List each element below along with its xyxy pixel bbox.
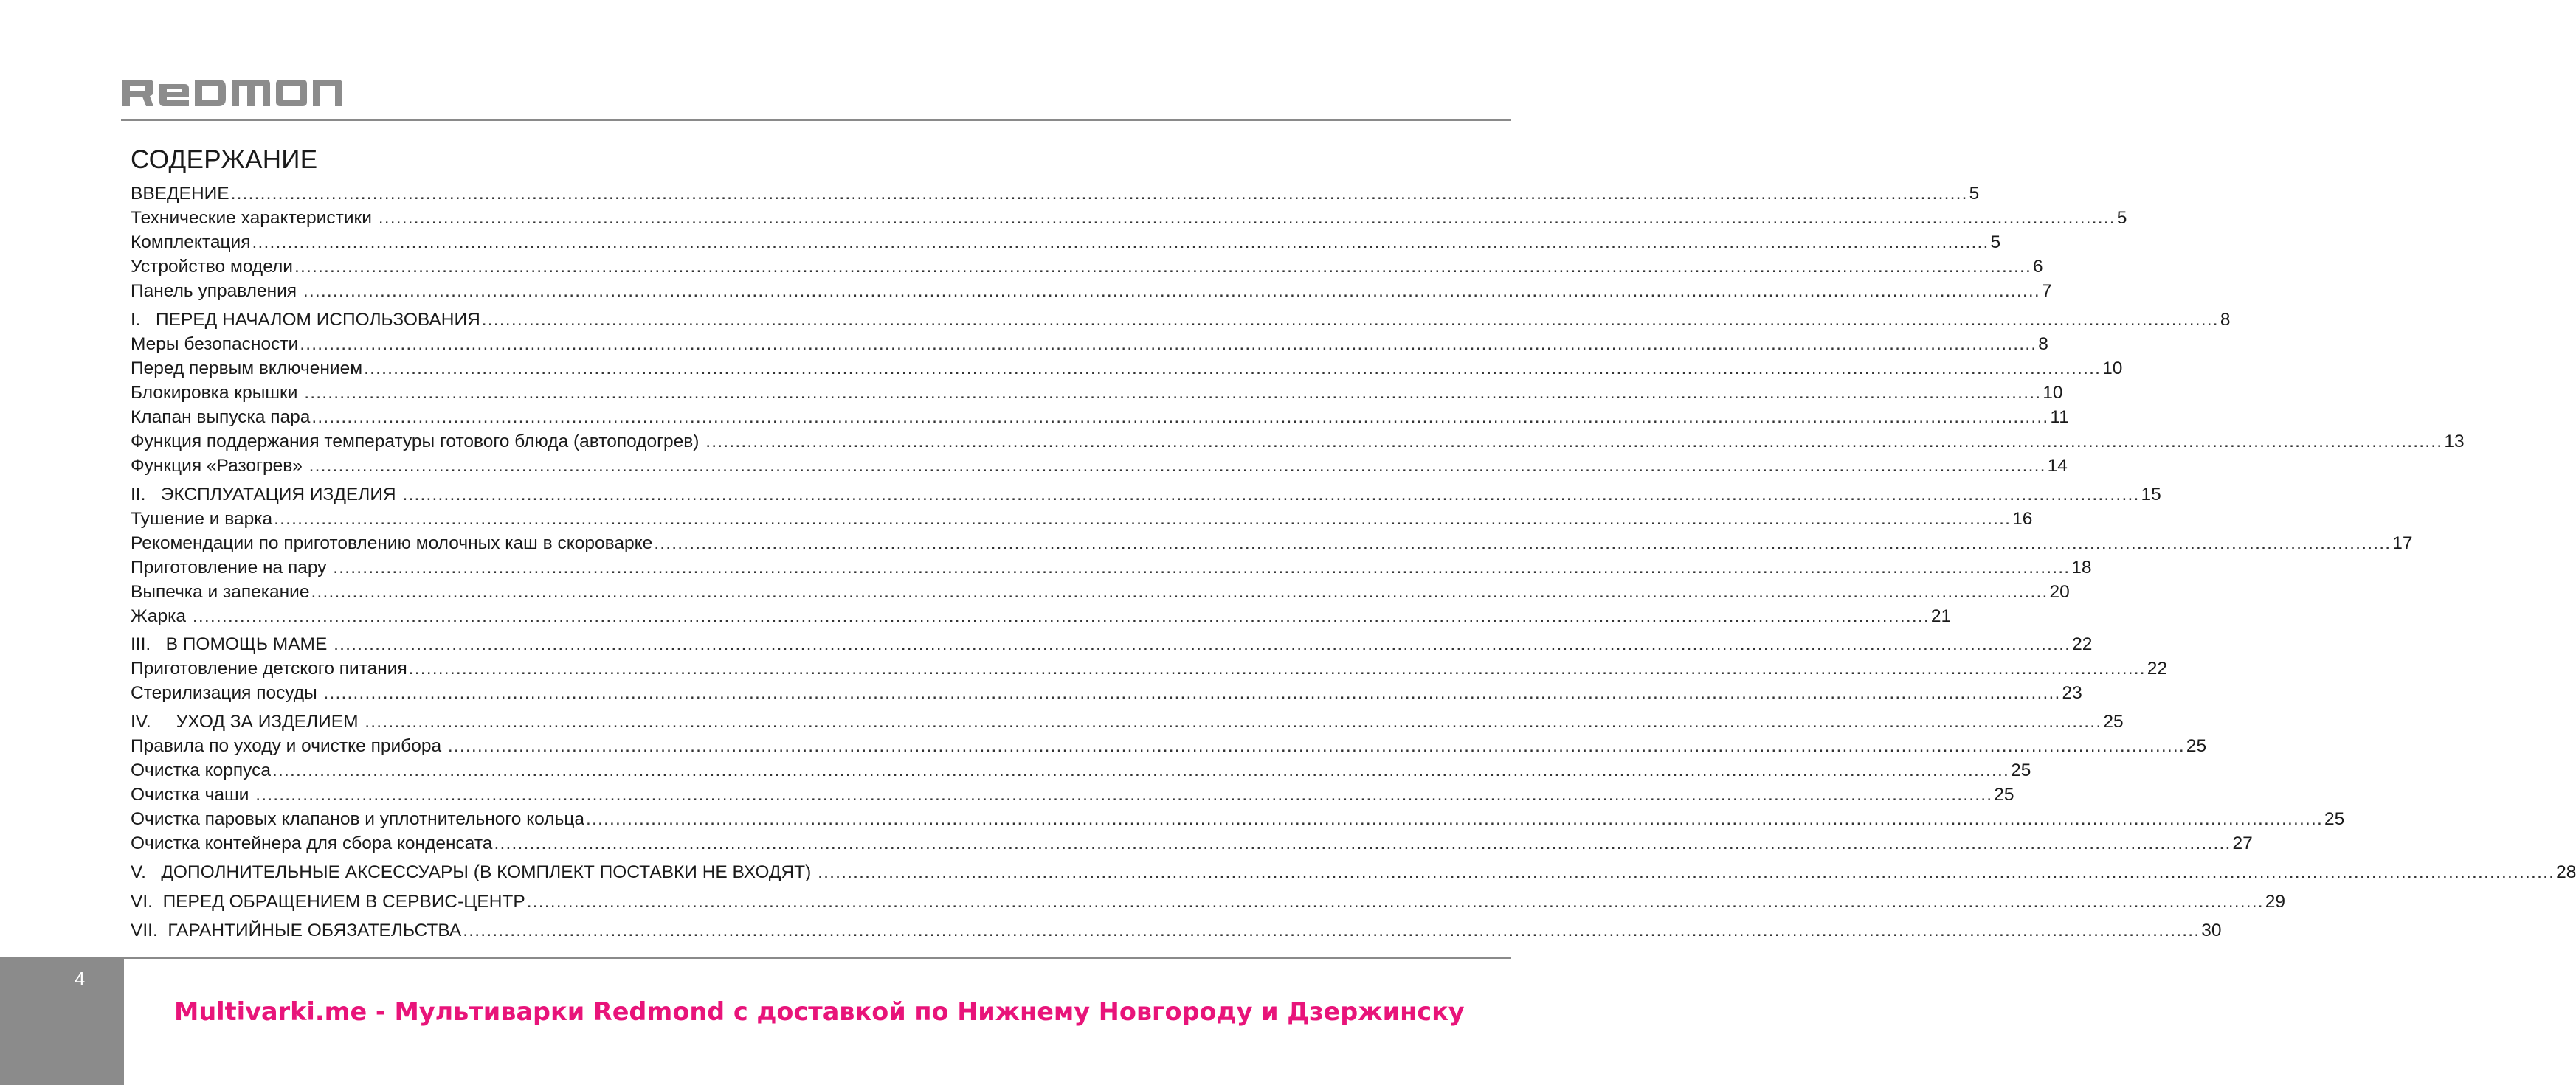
toc-entry[interactable] [131, 919, 2222, 943]
toc-entry-label: I. ПЕРЕД НАЧАЛОМ ИСПОЛЬЗОВАНИЯ [131, 310, 480, 330]
toc-entry-page: 10 [2102, 358, 2123, 378]
toc-entry-label: Правила по уходу и очистке прибора [131, 736, 446, 756]
toc-entry-label: V. ДОПОЛНИТЕЛЬНЫЕ АКСЕССУАРЫ (В КОМПЛЕКТ ПОСТАВКИ НЕ ВХОДЯТ) [131, 862, 817, 882]
toc-entry-page: 18 [2071, 558, 2092, 578]
toc-dot-leader: ...................................................................................................................................................................................................................................................................................................... [272, 760, 2010, 780]
toc-dot-leader: ...................................................................................................................................................................................................................................................................................................... [311, 582, 2048, 602]
toc-entry[interactable] [131, 605, 1952, 628]
toc-entry-page: 14 [2047, 456, 2068, 476]
toc-entry-label: VII. ГАРАНТИЙНЫЕ ОБЯЗАТЕЛЬСТВА [131, 921, 462, 940]
toc-entry[interactable] [131, 890, 2286, 914]
toc-dot-leader: ...................................................................................................................................................................................................................................................................................................... [364, 358, 2102, 378]
toc-entry[interactable] [131, 580, 2070, 604]
toc-entry-page: 10 [2043, 383, 2063, 403]
toc-dot-leader: ...................................................................................................................................................................................................................................................................................................... [334, 634, 2071, 654]
toc-dot-leader: ...................................................................................................................................................................................................................................................................................................... [304, 383, 2042, 403]
footer-divider [0, 957, 1511, 959]
toc-entry[interactable] [131, 207, 2127, 230]
toc-entry-label: Перед первым включением [131, 358, 363, 378]
toc-entry-label: III. В ПОМОЩЬ МАМЕ [131, 634, 333, 654]
toc-entry-label: Очистка контейнера для сбора конденсата [131, 833, 493, 853]
toc-entry-label: VI. ПЕРЕД ОБРАЩЕНИЕМ В СЕРВИС-ЦЕНТР [131, 892, 525, 912]
toc-entry-label: Блокировка крышки [131, 383, 303, 403]
toc-entry-label: Рекомендации по приготовлению молочных каш в скороварке [131, 533, 653, 553]
toc-entry[interactable] [131, 633, 2093, 656]
toc-entry[interactable] [131, 783, 2014, 807]
toc-entry-page: 15 [2141, 485, 2161, 505]
toc-entry[interactable] [131, 231, 2001, 254]
toc-dot-leader: ...................................................................................................................................................................................................................................................................................................... [365, 712, 2102, 732]
toc-entry-page: 11 [2050, 407, 2069, 427]
toc-entry[interactable] [131, 182, 1980, 206]
toc-entry-label: IV. УХОД ЗА ИЗДЕЛИЕМ [131, 712, 364, 732]
toc-entry-label: Клапан выпуска пара [131, 407, 311, 427]
toc-entry-page: 25 [2324, 809, 2345, 829]
toc-entry-label: Жарка [131, 606, 191, 626]
toc-entry-page: 28 [2556, 862, 2576, 882]
toc-entry-page: 22 [2072, 634, 2093, 654]
toc-dot-leader: ...................................................................................................................................................................................................................................................................................................... [402, 485, 2140, 505]
toc-entry-label: ВВЕДЕНИЕ [131, 184, 229, 204]
toc-entry[interactable] [131, 483, 2161, 507]
toc-entry-page: 5 [2116, 208, 2127, 228]
toc-entry-page: 23 [2062, 683, 2082, 703]
toc-entry-label: Стерилизация посуды [131, 683, 322, 703]
toc-dot-leader: ...................................................................................................................................................................................................................................................................................................... [333, 558, 2071, 578]
toc-entry-page: 13 [2444, 431, 2465, 451]
toc-entry[interactable] [131, 861, 2576, 884]
toc-entry-label: Устройство модели [131, 257, 293, 277]
toc-dot-leader: ...................................................................................................................................................................................................................................................................................................... [447, 736, 2185, 756]
toc-entry-label: II. ЭКСПЛУАТАЦИЯ ИЗДЕЛИЯ [131, 485, 401, 505]
toc-entry-label: Приготовление на пару [131, 558, 332, 578]
toc-entry-label: Функция «Разогрев» [131, 456, 308, 476]
toc-entry-label: Тушение и варка [131, 509, 273, 529]
toc-entry[interactable] [131, 381, 2063, 405]
toc-entry[interactable] [131, 759, 2031, 783]
toc-dot-leader: ...................................................................................................................................................................................................................................................................................................... [323, 683, 2061, 703]
brand-logo [121, 77, 350, 109]
toc-dot-leader: ...................................................................................................................................................................................................................................................................................................... [705, 431, 2443, 451]
toc-entry-label: Меры безопасности [131, 334, 299, 354]
toc-dot-leader: ...................................................................................................................................................................................................................................................................................................... [378, 208, 2116, 228]
toc-entry-page: 20 [2049, 582, 2070, 602]
toc-entry[interactable] [131, 255, 2043, 279]
toc-entry[interactable] [131, 430, 2465, 454]
toc-dot-leader: ...................................................................................................................................................................................................................................................................................................... [255, 785, 1993, 805]
toc-dot-leader: ...................................................................................................................................................................................................................................................................................................... [192, 606, 1930, 626]
toc-entry-page: 5 [1969, 184, 1980, 204]
toc-dot-leader: ...................................................................................................................................................................................................................................................................................................... [463, 921, 2200, 940]
redmond-logo-icon [121, 77, 350, 109]
toc-entry-label: Технические характеристики [131, 208, 377, 228]
toc-entry[interactable] [131, 406, 2069, 429]
toc-dot-leader: ...................................................................................................................................................................................................................................................................................................... [481, 310, 2219, 330]
toc-dot-leader: ...................................................................................................................................................................................................................................................................................................... [274, 509, 2012, 529]
toc-entry[interactable] [131, 808, 2345, 831]
header-divider [121, 119, 1511, 121]
toc-entry[interactable] [131, 532, 2413, 555]
toc-dot-leader: ...................................................................................................................................................................................................................................................................................................... [494, 833, 2231, 853]
toc-dot-leader: ...................................................................................................................................................................................................................................................................................................... [294, 257, 2032, 277]
toc-dot-leader: ...................................................................................................................................................................................................................................................................................................... [311, 407, 2049, 427]
toc-entry-page: 7 [2041, 281, 2052, 301]
toc-entry-page: 29 [2265, 892, 2286, 912]
toc-entry-page: 21 [1930, 606, 1952, 626]
toc-dot-leader: ...................................................................................................................................................................................................................................................................................................... [408, 659, 2146, 679]
page-number: 4 [74, 968, 86, 990]
toc-entry-page: 22 [2147, 659, 2168, 679]
toc-dot-leader: ...................................................................................................................................................................................................................................................................................................... [300, 334, 2037, 354]
toc-entry-page: 25 [2011, 760, 2031, 780]
toc-entry-page: 25 [1994, 785, 2014, 805]
toc-entry-page: 25 [2186, 736, 2207, 756]
toc-entry-page: 17 [2392, 533, 2413, 553]
toc-entry-label: Очистка паровых клапанов и уплотнительного кольца [131, 809, 584, 829]
toc-entry-page: 5 [1990, 232, 2001, 252]
toc-dot-leader: ...................................................................................................................................................................................................................................................................................................... [230, 184, 1968, 204]
toc-dot-leader: ...................................................................................................................................................................................................................................................................................................... [654, 533, 2392, 553]
toc-dot-leader: ...................................................................................................................................................................................................................................................................................................... [586, 809, 2324, 829]
toc-entry-label: Комплектация [131, 232, 251, 252]
toc-entry-label: Очистка корпуса [131, 760, 272, 780]
toc-dot-leader: ...................................................................................................................................................................................................................................................................................................... [818, 862, 2555, 882]
toc-entry-label: Панель управления [131, 281, 302, 301]
toc-entry-page: 8 [2220, 310, 2231, 330]
toc-entry[interactable] [131, 735, 2207, 758]
toc-entry-page: 6 [2033, 257, 2043, 277]
advertising-banner[interactable]: Multivarki.me - Мультиварки Redmond с доставкой по Нижнему Новгороду и Дзержинску [174, 997, 1465, 1026]
toc-entry[interactable] [131, 832, 2253, 856]
toc-title: СОДЕРЖАНИЕ [131, 145, 318, 174]
toc-entry-label: Функция поддержания температуры готового блюда (автоподогрев) [131, 431, 705, 451]
toc-entry[interactable] [131, 454, 2068, 478]
toc-entry-page: 8 [2038, 334, 2048, 354]
toc-entry[interactable] [131, 657, 2168, 681]
toc-entry-page: 16 [2012, 509, 2033, 529]
toc-entry[interactable] [131, 710, 2124, 734]
toc-entry[interactable] [131, 507, 2033, 531]
toc-entry-label: Выпечка и запекание [131, 582, 310, 602]
toc-entry[interactable] [131, 556, 2092, 580]
toc-dot-leader: ...................................................................................................................................................................................................................................................................................................... [252, 232, 1989, 252]
toc-entry[interactable] [131, 333, 2048, 356]
toc-entry-label: Очистка чаши [131, 785, 255, 805]
toc-dot-leader: ...................................................................................................................................................................................................................................................................................................... [303, 281, 2040, 301]
toc-entry[interactable] [131, 357, 2123, 381]
toc-entry-page: 25 [2103, 712, 2124, 732]
toc-entry-page: 30 [2201, 921, 2222, 940]
toc-entry-label: Приготовление детского питания [131, 659, 407, 679]
toc-entry[interactable] [131, 308, 2231, 332]
toc-entry-page: 27 [2232, 833, 2253, 853]
toc-entry[interactable] [131, 682, 2082, 705]
toc-dot-leader: ...................................................................................................................................................................................................................................................................................................... [526, 892, 2264, 912]
toc-entry[interactable] [131, 280, 2052, 303]
toc-dot-leader: ...................................................................................................................................................................................................................................................................................................... [308, 456, 2046, 476]
